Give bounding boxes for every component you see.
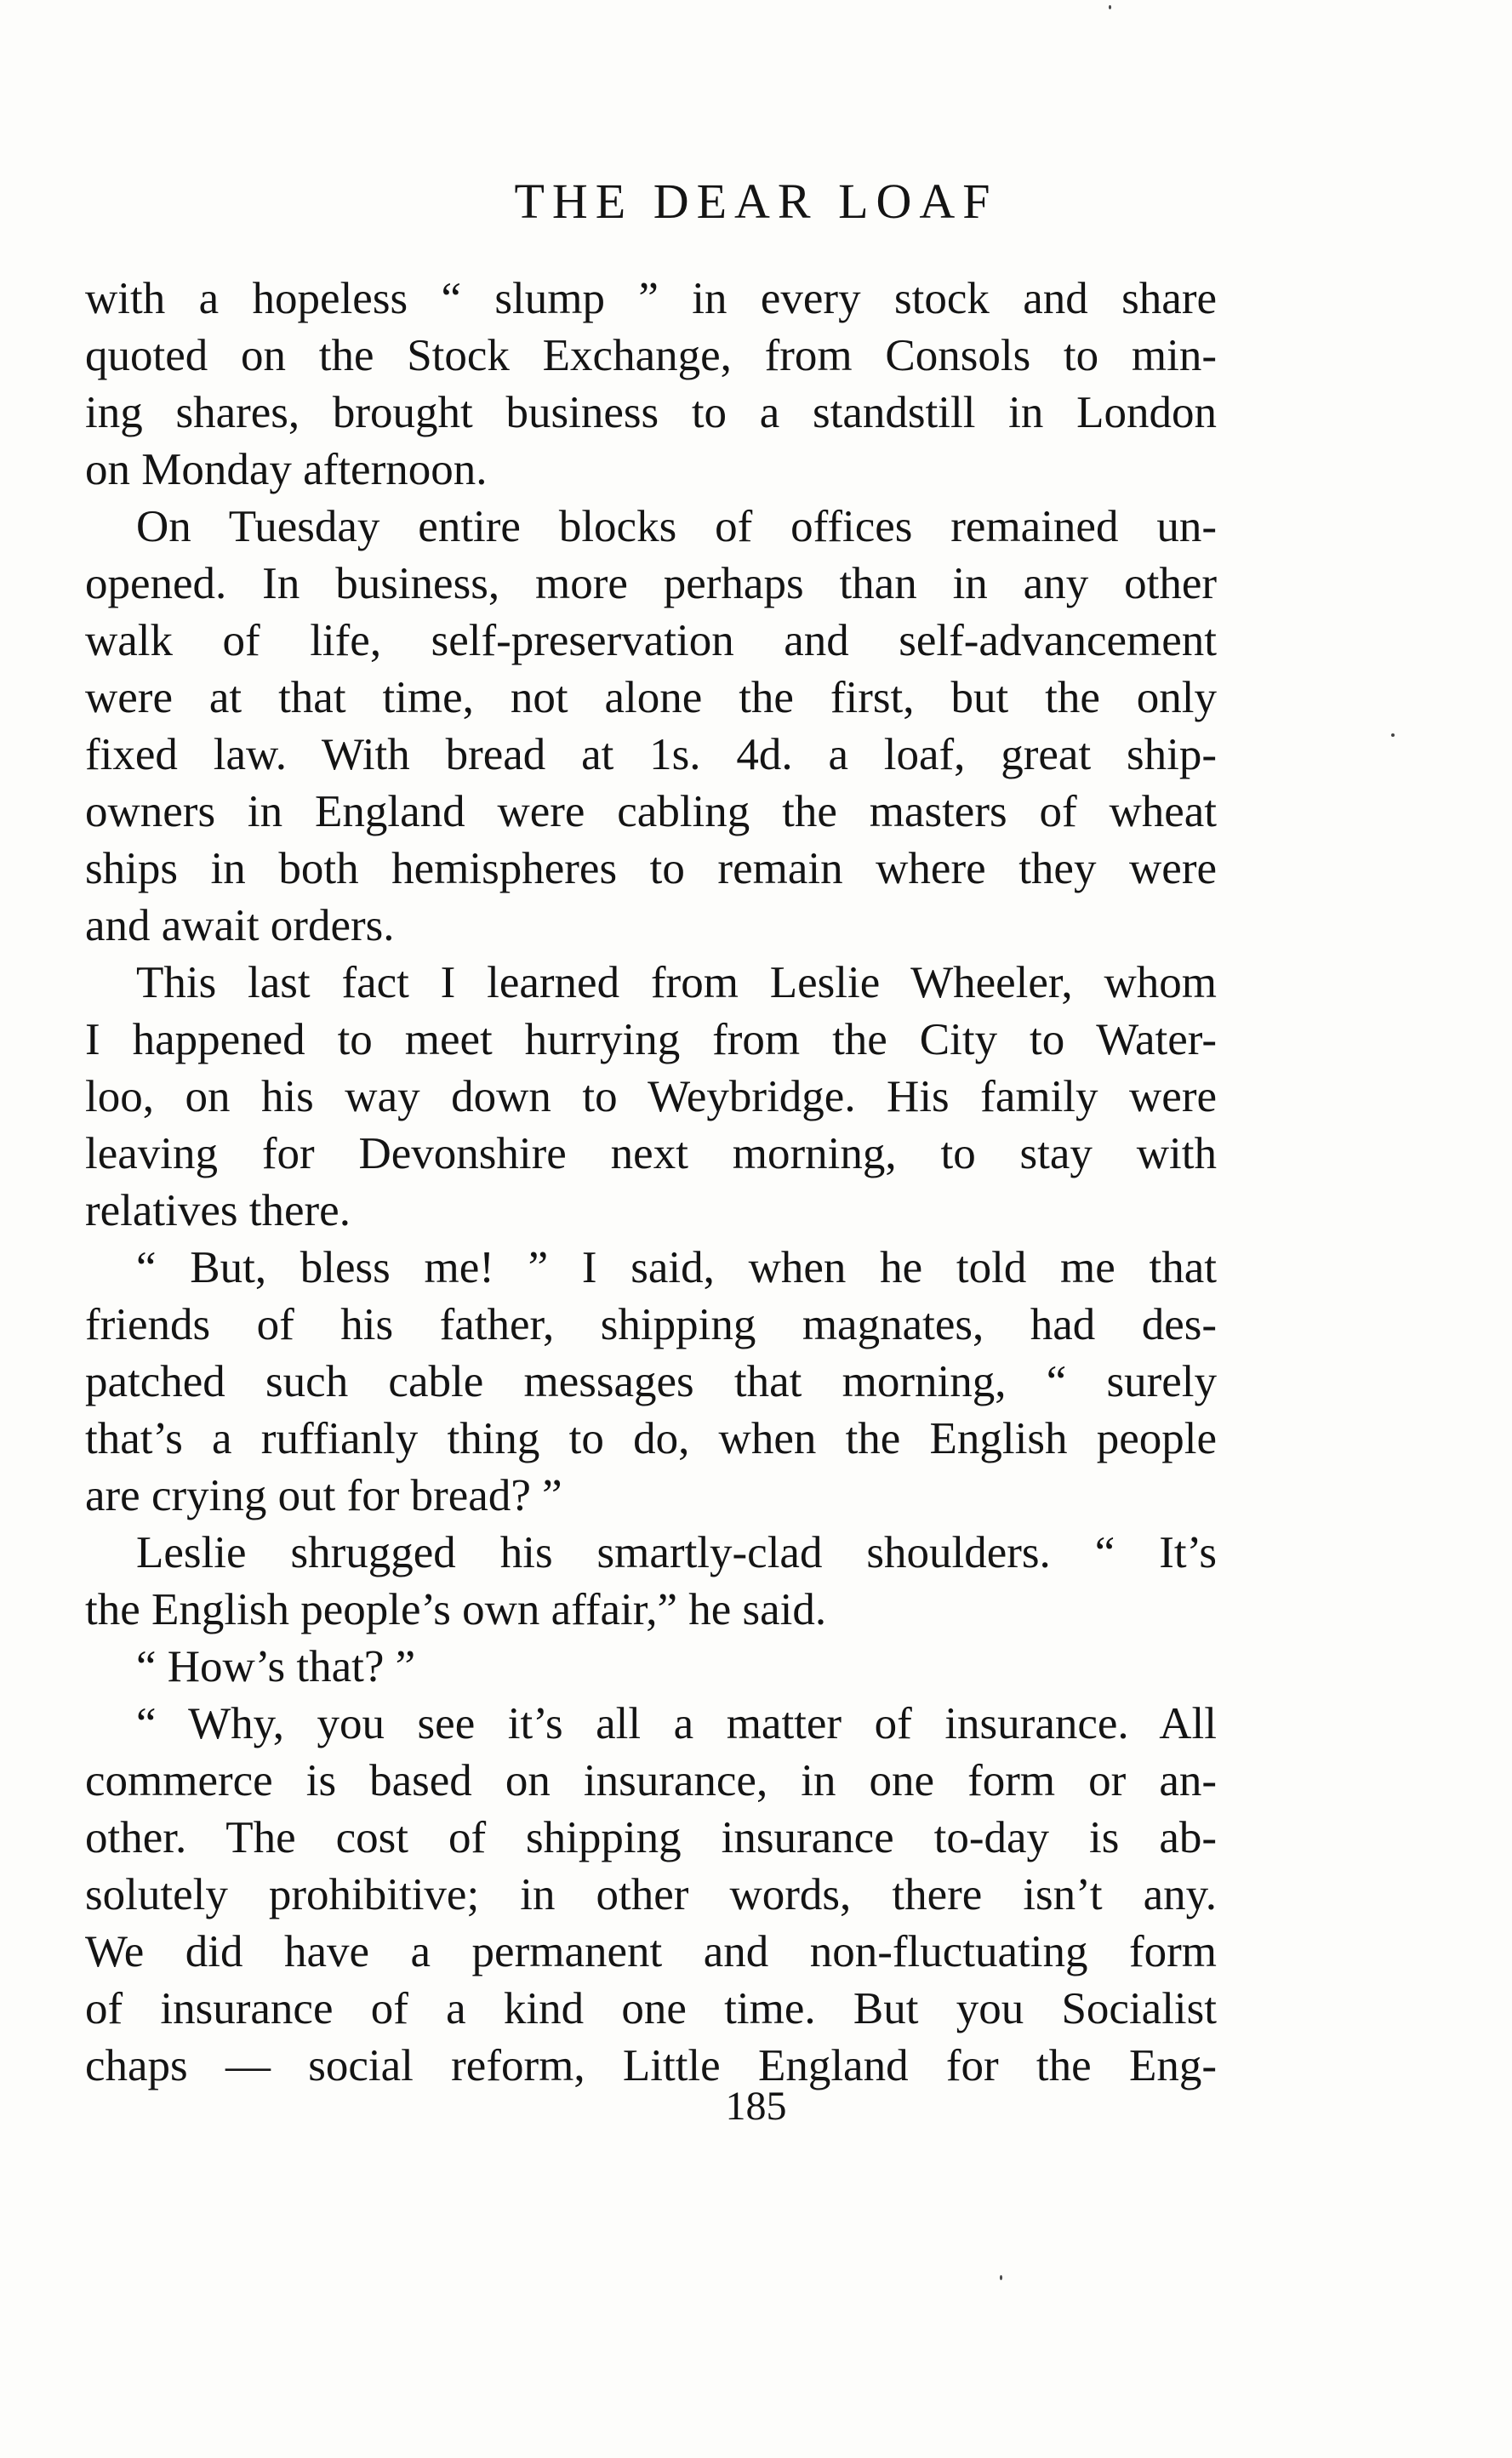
running-head: THE DEAR LOAF bbox=[514, 174, 998, 229]
text-line: are crying out for bread? ” bbox=[85, 1471, 562, 1520]
text-line: on Monday afternoon. bbox=[85, 445, 488, 494]
text-line: with a hopeless “ slump ” in every stock and share bbox=[85, 274, 1217, 323]
text-line: other. The cost of shipping insurance to-day is ab- bbox=[85, 1813, 1217, 1862]
text-line: On Tuesday entire blocks of offices remained un- bbox=[136, 502, 1217, 551]
text-line: owners in England were cabling the masters of wheat bbox=[85, 787, 1217, 836]
text-line: opened. In business, more perhaps than in any other bbox=[85, 559, 1217, 608]
text-line: quoted on the Stock Exchange, from Consols to min- bbox=[85, 331, 1217, 380]
scan-speck bbox=[1000, 2275, 1002, 2280]
text-line: I happened to meet hurrying from the City to Water- bbox=[85, 1015, 1217, 1064]
text-line: “ Why, you see it’s all a matter of insurance. All bbox=[136, 1699, 1217, 1748]
text-line: Leslie shrugged his smartly-clad shoulders. “ It’s bbox=[136, 1528, 1217, 1577]
text-line: that’s a ruffianly thing to do, when the English people bbox=[85, 1414, 1217, 1463]
text-line: patched such cable messages that morning, “ surely bbox=[85, 1357, 1217, 1406]
text-line: walk of life, self-preservation and self-advancement bbox=[85, 616, 1217, 665]
text-line: and await orders. bbox=[85, 901, 395, 950]
paragraph-6 bbox=[85, 1639, 1217, 1696]
text-line: “ How’s that? ” bbox=[136, 1642, 416, 1691]
text-line: the English people’s own affair,” he said. bbox=[85, 1585, 827, 1634]
text-line: were at that time, not alone the first, but the only bbox=[85, 673, 1217, 722]
paragraph-5 bbox=[85, 1525, 1217, 1639]
paragraph-4 bbox=[85, 1240, 1217, 1525]
text-line: chaps — social reform, Little England for the Eng- bbox=[85, 2041, 1217, 2090]
text-line: leaving for Devonshire next morning, to stay with bbox=[85, 1129, 1217, 1178]
text-line: We did have a permanent and non-fluctuating form bbox=[85, 1927, 1217, 1976]
text-line: ing shares, brought business to a standstill in London bbox=[85, 388, 1217, 437]
scan-speck bbox=[1391, 733, 1395, 737]
body-text bbox=[85, 271, 1217, 2095]
text-line: This last fact I learned from Leslie Wheeler, whom bbox=[136, 958, 1217, 1007]
paragraph-7 bbox=[85, 1696, 1217, 2095]
page-number: 185 bbox=[725, 2084, 787, 2129]
text-line: relatives there. bbox=[85, 1186, 351, 1235]
text-line: loo, on his way down to Weybridge. His family were bbox=[85, 1072, 1217, 1121]
text-line: solutely prohibitive; in other words, there isn’t any. bbox=[85, 1870, 1217, 1919]
paragraph-1 bbox=[85, 271, 1217, 499]
paragraph-2 bbox=[85, 499, 1217, 955]
text-line: ships in both hemispheres to remain where they were bbox=[85, 844, 1217, 893]
paragraph-3 bbox=[85, 955, 1217, 1240]
text-line: friends of his father, shipping magnates, had des- bbox=[85, 1300, 1217, 1349]
text-line: of insurance of a kind one time. But you Socialist bbox=[85, 1984, 1217, 2033]
text-line: fixed law. With bread at 1s. 4d. a loaf, great ship- bbox=[85, 730, 1217, 779]
text-line: commerce is based on insurance, in one form or an- bbox=[85, 1756, 1217, 1805]
text-line: “ But, bless me! ” I said, when he told me that bbox=[136, 1243, 1217, 1292]
scan-speck bbox=[1109, 5, 1111, 9]
